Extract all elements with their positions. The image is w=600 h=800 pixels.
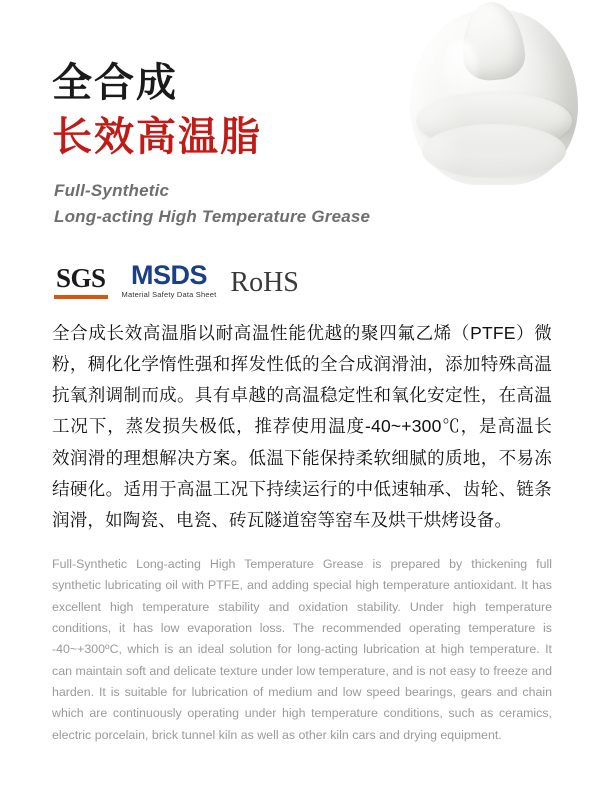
msds-logo-subtitle: Material Safety Data Sheet: [121, 290, 217, 299]
msds-logo: [122, 262, 217, 299]
photo-fade-bottom: [370, 0, 600, 215]
description-chinese: 全合成长效高温脂以耐高温性能优越的聚四氟乙烯（PTFE）微粉，稠化化学惰性强和挥发性低的全合成润滑油，添加特殊高温抗氧剂调制而成。具有卓越的高温稳定性和氧化安定性，在高温工况下，蒸发损失极低，推荐使用温度-40~+300℃，是高温长效润滑的理想解决方案。低温下能保持柔软细腻的质地，不易冻结硬化。适用于高温工况下持续运行的中低速轴承、齿轮、链条润滑，如陶瓷、电瓷、砖瓦隧道窑等窑车及烘干烘烤设备。: [52, 323, 552, 530]
rohs-logo: RoHS: [230, 266, 299, 298]
title-english-line1: Full-Synthetic: [54, 181, 170, 200]
certification-logos: [54, 262, 299, 299]
title-chinese-secondary: 长效高温脂: [52, 115, 262, 159]
product-photo: [370, 0, 600, 215]
msds-logo-title: MSDS: [130, 260, 207, 290]
title-english-line2: Long-acting High Temperature Grease: [54, 207, 371, 227]
sgs-logo: SGS: [54, 264, 108, 298]
description-english: Full-Synthetic Long-acting High Temperature Grease is prepared by thickening full synthetic lubricating oil with PTFE, and adding special high temperature antioxidant. It has excellent high temperature stability and oxidation stability. Under high temperature conditions, it has low evaporation loss. The recommended operating temperature is -40~+300ºC, which is an ideal solution for long-acting lubrication at high temperature. It can maintain soft and delicate texture under low temperature, and is not easy to freeze and harden. It is suitable for lubrication of medium and low speed bearings, gears and chain which are continuously operating under high temperature conditions, such as ceramics, electric porcelain, brick tunnel kiln as well as other kiln cars and drying equipment.: [52, 557, 552, 742]
title-english: [54, 178, 370, 231]
title-chinese-primary: 全合成: [52, 61, 178, 105]
